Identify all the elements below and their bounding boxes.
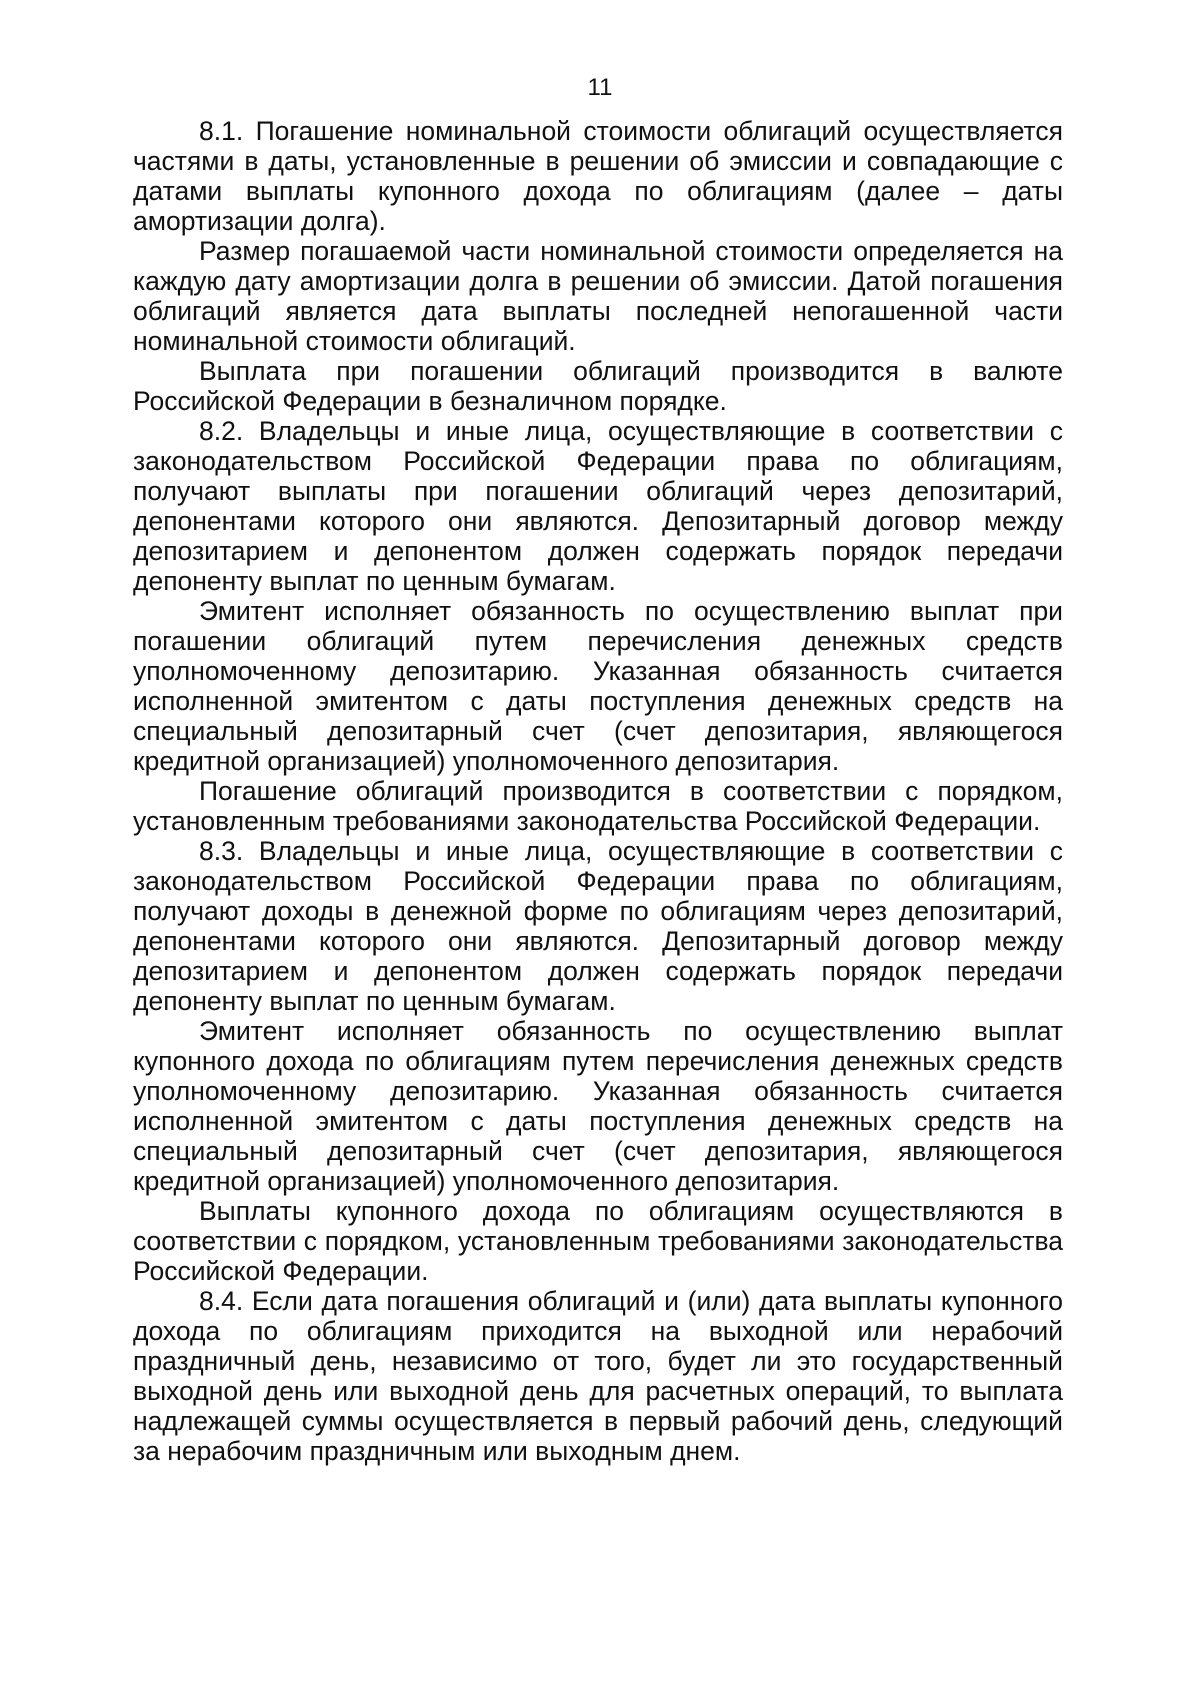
paragraph-redemption-currency: Выплата при погашении облигаций производится в валюте Российской Федерации в безналичном порядке. [133, 356, 1063, 416]
paragraph-issuer-redemption-obligation: Эмитент исполняет обязанность по осуществлению выплат при погашении облигаций путем перечисления денежных средств уполномоченному депозитарию. Указанная обязанность считается исполненной эмитентом с даты поступления денежных средств на специальный депозитарный счет (счет депозитария, являющегося кредитной организацией) уполномоченного депозитария. [133, 596, 1063, 776]
document-body [133, 116, 1063, 1466]
paragraph-redemption-procedure: Погашение облигаций производится в соответствии с порядком, установленным требованиями законодательства Российской Федерации. [133, 776, 1063, 836]
paragraph-issuer-coupon-obligation: Эмитент исполняет обязанность по осуществлению выплат купонного дохода по облигациям путем перечисления денежных средств уполномоченному депозитарию. Указанная обязанность считается исполненной эмитентом с даты поступления денежных средств на специальный депозитарный счет (счет депозитария, являющегося кредитной организацией) уполномоченного депозитария. [133, 1016, 1063, 1196]
page-number: 11 [587, 74, 613, 101]
paragraph-8-2: 8.2. Владельцы и иные лица, осуществляющие в соответствии с законодательством Российской Федерации права по облигациям, получают выплаты при погашении облигаций через депозитарий, депонентами которого они являются. Депозитарный договор между депозитарием и депонентом должен содержать порядок передачи депоненту выплат по ценным бумагам. [133, 416, 1063, 596]
paragraph-redemption-amount: Размер погашаемой части номинальной стоимости определяется на каждую дату амортизации долга в решении об эмиссии. Датой погашения облигаций является дата выплаты последней непогашенной части номинальной стоимости облигаций. [133, 236, 1063, 356]
paragraph-8-3: 8.3. Владельцы и иные лица, осуществляющие в соответствии с законодательством Российской Федерации права по облигациям, получают доходы в денежной форме по облигациям через депозитарий, депонентами которого они являются. Депозитарный договор между депозитарием и депонентом должен содержать порядок передачи депоненту выплат по ценным бумагам. [133, 836, 1063, 1016]
paragraph-coupon-payment-procedure: Выплаты купонного дохода по облигациям осуществляются в соответствии с порядком, установленным требованиями законодательства Российской Федерации. [133, 1196, 1063, 1286]
paragraph-8-1: 8.1. Погашение номинальной стоимости облигаций осуществляется частями в даты, установленные в решении об эмиссии и совпадающие с датами выплаты купонного дохода по облигациям (далее – даты амортизации долга). [133, 116, 1063, 236]
paragraph-8-4: 8.4. Если дата погашения облигаций и (или) дата выплаты купонного дохода по облигациям приходится на выходной или нерабочий праздничный день, независимо от того, будет ли это государственный выходной день или выходной день для расчетных операций, то выплата надлежащей суммы осуществляется в первый рабочий день, следующий за нерабочим праздничным или выходным днем. [133, 1286, 1063, 1466]
